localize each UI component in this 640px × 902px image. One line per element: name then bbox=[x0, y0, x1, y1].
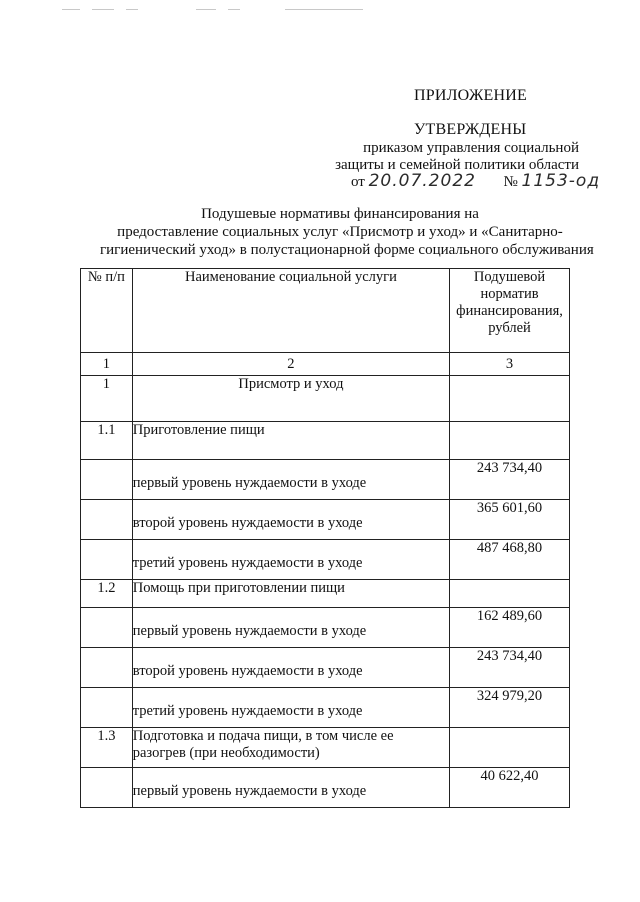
table-row bbox=[81, 608, 570, 648]
row-number bbox=[81, 460, 133, 500]
service-name: третий уровень нуждаемости в уходе bbox=[132, 540, 449, 580]
row-number bbox=[81, 608, 133, 648]
header-normative: Подушевой норматив финансирования, рублей bbox=[450, 269, 570, 353]
handwritten-date: 20.07.2022 bbox=[368, 171, 476, 191]
row-number bbox=[81, 768, 133, 808]
column-number-row bbox=[81, 353, 570, 376]
normative-value: 40 622,40 bbox=[450, 768, 570, 808]
service-name: первый уровень нуждаемости в уходе bbox=[132, 768, 449, 808]
normative-value: 324 979,20 bbox=[450, 688, 570, 728]
table-row bbox=[81, 422, 570, 460]
row-number bbox=[81, 688, 133, 728]
table-row bbox=[81, 580, 570, 608]
normative-value: 487 468,80 bbox=[450, 540, 570, 580]
scan-artifact bbox=[126, 9, 138, 10]
service-name: первый уровень нуждаемости в уходе bbox=[132, 608, 449, 648]
service-name: второй уровень нуждаемости в уходе bbox=[132, 500, 449, 540]
table-row bbox=[81, 688, 570, 728]
row-number bbox=[81, 648, 133, 688]
order-text-line-1: приказом управления социальной bbox=[363, 140, 579, 156]
normative-value: 365 601,60 bbox=[450, 500, 570, 540]
scan-artifact bbox=[196, 9, 216, 10]
table-body bbox=[81, 376, 570, 808]
normative-value: 243 734,40 bbox=[450, 648, 570, 688]
document-title bbox=[100, 205, 594, 259]
order-date-number-line bbox=[351, 172, 600, 191]
table-row bbox=[81, 648, 570, 688]
column-number: 2 bbox=[132, 353, 449, 376]
normative-value: 162 489,60 bbox=[450, 608, 570, 648]
scan-artifact bbox=[285, 9, 363, 10]
table-header-row bbox=[81, 269, 570, 353]
order-text-line-2: защиты и семейной политики области bbox=[335, 157, 579, 173]
column-number: 3 bbox=[450, 353, 570, 376]
normative-value bbox=[450, 376, 570, 422]
service-name: Подготовка и подача пищи, в том числе ее разогрев (при необходимости) bbox=[132, 728, 449, 768]
title-line-1: Подушевые нормативы финансирования на bbox=[201, 206, 479, 222]
header-service-name: Наименование социальной услуги bbox=[132, 269, 449, 353]
service-name: Присмотр и уход bbox=[132, 376, 449, 422]
row-number bbox=[81, 540, 133, 580]
row-number: 1.3 bbox=[81, 728, 133, 768]
approved-heading: УТВЕРЖДЕНЫ bbox=[414, 121, 527, 138]
date-prefix: от bbox=[351, 174, 365, 190]
table-row bbox=[81, 728, 570, 768]
normatives-table bbox=[80, 268, 570, 808]
row-number: 1 bbox=[81, 376, 133, 422]
table-row bbox=[81, 768, 570, 808]
scan-artifact bbox=[228, 9, 240, 10]
table-row bbox=[81, 500, 570, 540]
header-number: № п/п bbox=[81, 269, 133, 353]
row-number bbox=[81, 500, 133, 540]
normative-value bbox=[450, 580, 570, 608]
row-number: 1.2 bbox=[81, 580, 133, 608]
scan-artifact bbox=[62, 9, 80, 10]
table-row bbox=[81, 540, 570, 580]
number-prefix: № bbox=[503, 174, 518, 190]
table-row bbox=[81, 460, 570, 500]
service-name: третий уровень нуждаемости в уходе bbox=[132, 688, 449, 728]
row-number: 1.1 bbox=[81, 422, 133, 460]
appendix-heading: ПРИЛОЖЕНИЕ bbox=[414, 87, 528, 104]
title-line-3: гигиенический уход» в полустационарной форме социального обслуживания bbox=[100, 242, 594, 258]
service-name: Помощь при приготовлении пищи bbox=[132, 580, 449, 608]
service-name: второй уровень нуждаемости в уходе bbox=[132, 648, 449, 688]
table-row bbox=[81, 376, 570, 422]
normative-value: 243 734,40 bbox=[450, 460, 570, 500]
service-name: первый уровень нуждаемости в уходе bbox=[132, 460, 449, 500]
scan-artifact bbox=[92, 9, 114, 10]
title-line-2: предоставление социальных услуг «Присмотр и уход» и «Санитарно- bbox=[117, 224, 563, 240]
normative-value bbox=[450, 422, 570, 460]
handwritten-order-number: 1153-од bbox=[521, 171, 601, 191]
normative-value bbox=[450, 728, 570, 768]
column-number: 1 bbox=[81, 353, 133, 376]
service-name: Приготовление пищи bbox=[132, 422, 449, 460]
